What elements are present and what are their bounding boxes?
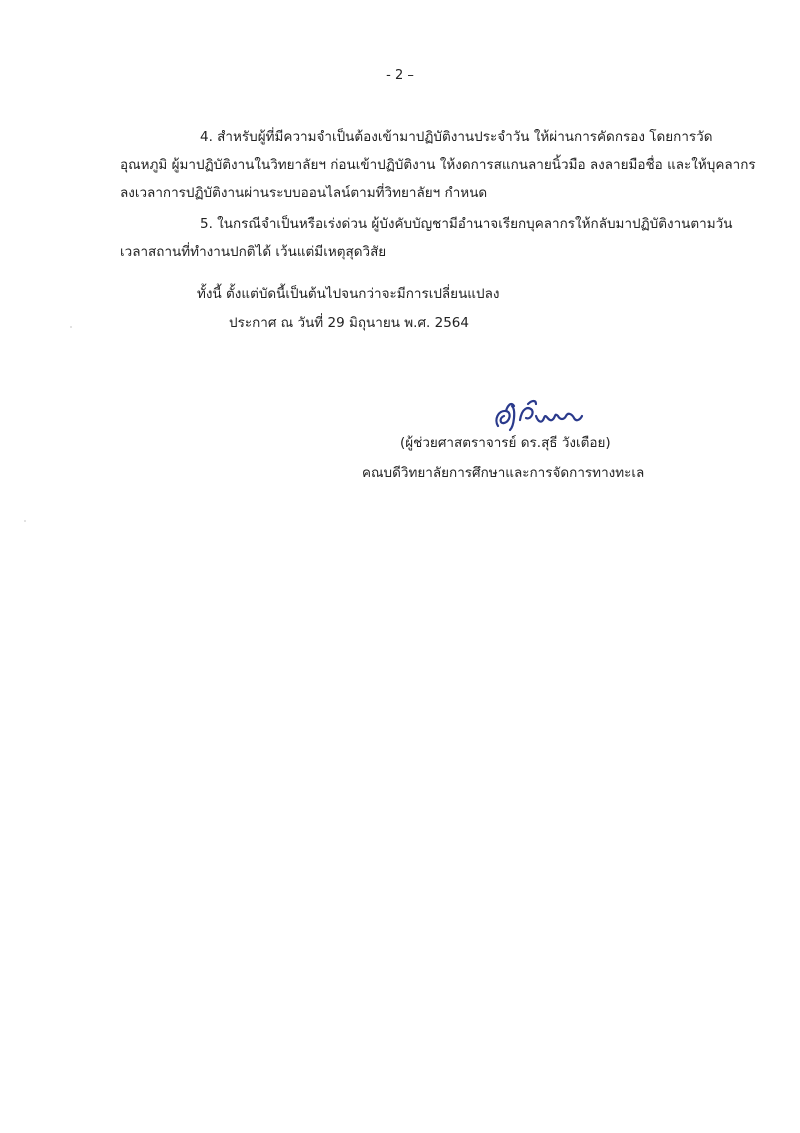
announcement-date: ประกาศ ณ วันที่ 29 มิถุนายน พ.ศ. 2564 [229,315,469,331]
item4-line1: 4. สำหรับผู้ที่มีความจำเป็นต้องเข้ามาปฏิบัติงานประจำวัน ให้ผ่านการคัดกรอง โดยการวัด [200,129,713,145]
handwritten-signature [490,396,590,436]
item5-line2: เวลาสถานที่ทำงานปกติได้ เว้นแต่มีเหตุสุดวิสัย [120,244,387,260]
page-number: - 2 – [386,68,414,83]
item4-line2: อุณหภูมิ ผู้มาปฏิบัติงานในวิทยาลัยฯ ก่อนเข้าปฏิบัติงาน ให้งดการสแกนลายนิ้วมือ ลงลายมือชื่อ และให้บุคลากร [120,157,756,173]
scan-speck [70,326,72,328]
signatory-name: (ผู้ช่วยศาสตราจารย์ ดร.สุธี วังเตือย) [400,435,611,451]
item5-line1: 5. ในกรณีจำเป็นหรือเร่งด่วน ผู้บังคับบัญชามีอำนาจเรียกบุคลากรให้กลับมาปฏิบัติงานตามวัน [200,216,733,232]
scan-speck [24,520,26,522]
signatory-position: คณบดีวิทยาลัยการศึกษาและการจัดการทางทะเล [362,465,645,481]
item4-line3: ลงเวลาการปฏิบัติงานผ่านระบบออนไลน์ตามที่วิทยาลัยฯ กำหนด [120,185,488,201]
effective-statement: ทั้งนี้ ตั้งแต่บัดนี้เป็นต้นไปจนกว่าจะมีการเปลี่ยนแปลง [197,286,500,302]
